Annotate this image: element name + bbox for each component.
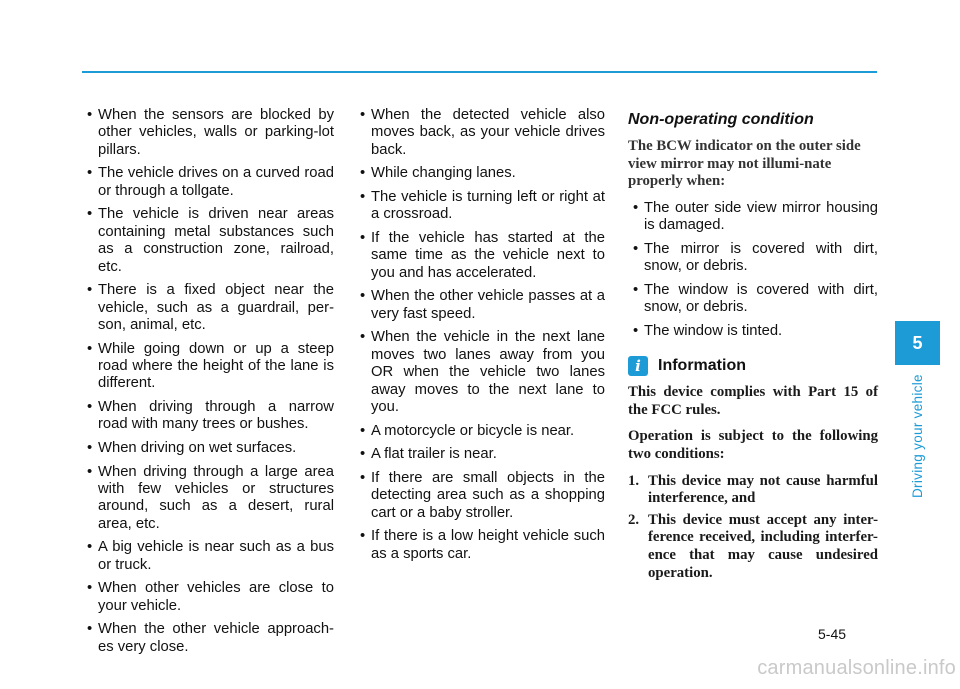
information-paragraph: This device complies with Part 15 of the FCC rules.	[628, 384, 878, 418]
list-item: • The window is covered with dirt, snow, or debris.	[628, 282, 878, 317]
watermark: carmanualsonline.info	[757, 657, 956, 679]
column-3	[628, 107, 878, 586]
list-item: • A flat trailer is near.	[355, 446, 605, 463]
column-2	[355, 107, 605, 569]
column-1	[82, 107, 334, 662]
section-heading: Non-operating condition	[628, 111, 814, 128]
bullet-list-1	[82, 107, 334, 656]
bullet-list-2	[355, 107, 605, 563]
list-item	[628, 512, 878, 582]
bullet-list-3	[628, 200, 878, 340]
list-number: 1.	[628, 472, 640, 489]
list-number: 2.	[628, 511, 640, 528]
list-item: • A motorcycle or bicycle is near.	[355, 423, 605, 440]
list-text: This device must accept any inter-ference received, including interfer-ence that may cause undesired operation.	[648, 511, 878, 581]
information-title: Information	[658, 357, 746, 375]
list-text: This device may not cause harmful interference, and	[648, 472, 878, 507]
list-item: • When driving on wet surfaces.	[82, 440, 334, 457]
list-item: • If the vehicle has started at the same time as the vehicle next to you and has accelerated.	[355, 230, 605, 282]
list-item: • When the sensors are blocked by other vehicles, walls or parking-lot pillars.	[82, 107, 334, 159]
information-icon: i	[628, 356, 648, 376]
section-subheading: The BCW indicator on the outer side view mirror may not illumi-nate properly when:	[628, 138, 861, 190]
list-item: • The vehicle is driven near areas containing metal substances such as a construction zone, railroad, etc.	[82, 206, 334, 276]
chapter-title: Driving your vehicle	[910, 374, 925, 498]
page-number: 5-45	[818, 626, 847, 642]
list-item: • A big vehicle is near such as a bus or truck.	[82, 539, 334, 574]
information-list	[628, 473, 878, 583]
information-paragraph: Operation is subject to the following two conditions:	[628, 428, 878, 462]
list-item: • The mirror is covered with dirt, snow, or debris.	[628, 241, 878, 276]
list-item	[628, 473, 878, 508]
list-item: • When driving through a large area with few vehicles or structures around, such as a desert, rural area, etc.	[82, 464, 334, 534]
list-item: • While changing lanes.	[355, 165, 605, 182]
list-item: • When the other vehicle approach-es very close.	[82, 621, 334, 656]
list-item: • If there is a low height vehicle such as a sports car.	[355, 528, 605, 563]
list-item: • The vehicle drives on a curved road or through a tollgate.	[82, 165, 334, 200]
list-item: • When the detected vehicle also moves back, as your vehicle drives back.	[355, 107, 605, 159]
list-item: • When the other vehicle passes at a very fast speed.	[355, 288, 605, 323]
information-heading	[628, 356, 878, 376]
list-item: • There is a fixed object near the vehicle, such as a guardrail, per-son, animal, etc.	[82, 282, 334, 334]
list-item: • When the vehicle in the next lane moves two lanes away from you OR when the vehicle two lanes away moves to the next lane to you.	[355, 329, 605, 416]
list-item: • The vehicle is turning left or right at a crossroad.	[355, 189, 605, 224]
list-item: • If there are small objects in the detecting area such as a shopping cart or a baby stroller.	[355, 470, 605, 522]
header-rule	[82, 71, 877, 73]
list-item: • The window is tinted.	[628, 323, 878, 340]
list-item: • When other vehicles are close to your vehicle.	[82, 580, 334, 615]
list-item: • While going down or up a steep road where the height of the lane is different.	[82, 341, 334, 393]
list-item: • When driving through a narrow road with many trees or bushes.	[82, 399, 334, 434]
chapter-side-label	[907, 368, 931, 508]
chapter-tab: 5	[895, 321, 940, 365]
list-item: • The outer side view mirror housing is damaged.	[628, 200, 878, 235]
